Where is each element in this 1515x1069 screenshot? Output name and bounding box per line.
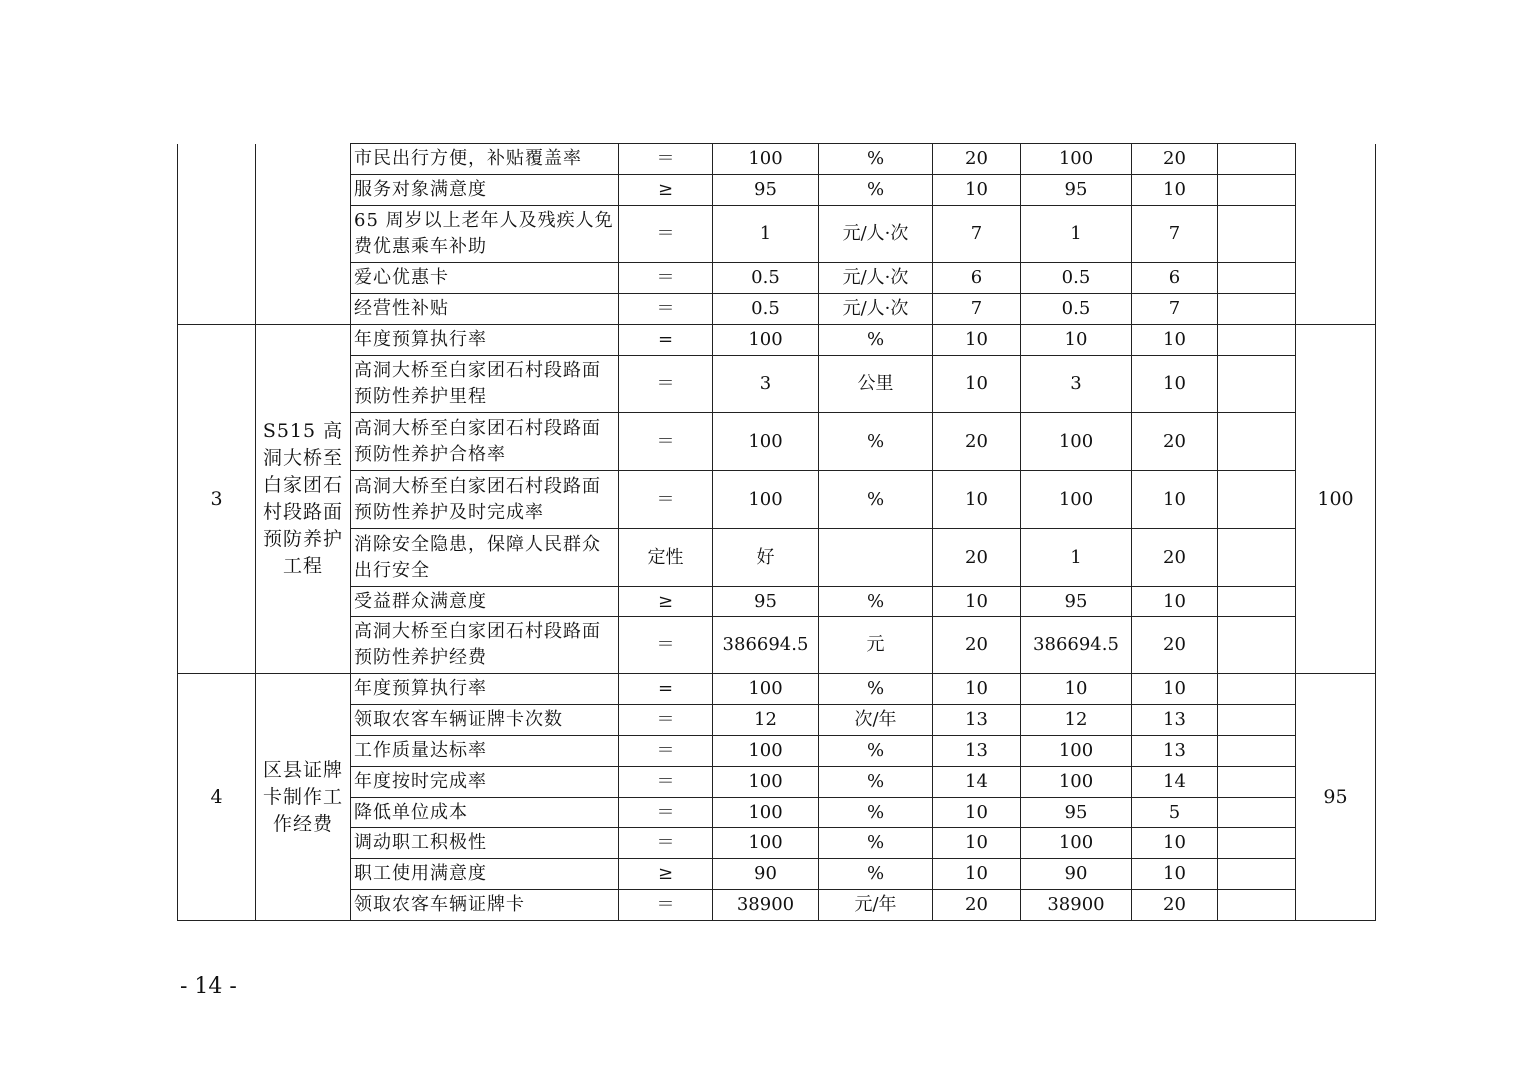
weight-cell: 6 (933, 263, 1021, 294)
table-row (178, 587, 1376, 617)
note-cell (1218, 828, 1296, 859)
table-row (178, 798, 1376, 828)
note-cell (1218, 890, 1296, 921)
performance-table (177, 143, 1376, 921)
page-number: - 14 - (180, 974, 237, 999)
operator-cell: ≥ (619, 175, 713, 206)
unit-cell: 元 (819, 617, 933, 674)
indicator-cell: 服务对象满意度 (351, 175, 619, 206)
target-value-cell: 100 (713, 674, 819, 705)
weight-cell: 10 (933, 798, 1021, 828)
operator-cell: ＝ (619, 617, 713, 674)
target-value-cell: 100 (713, 828, 819, 859)
project-number-cell: 3 (178, 325, 256, 674)
score-cell: 13 (1132, 736, 1218, 767)
unit-cell (819, 529, 933, 587)
unit-cell: % (819, 798, 933, 828)
table-row (178, 674, 1376, 705)
indicator-cell: 受益群众满意度 (351, 587, 619, 617)
target-value-cell: 12 (713, 705, 819, 736)
actual-value-cell: 386694.5 (1021, 617, 1132, 674)
score-cell: 7 (1132, 206, 1218, 263)
actual-value-cell: 100 (1021, 413, 1132, 471)
indicator-cell: 高洞大桥至白家团石村段路面预防性养护经费 (351, 617, 619, 674)
indicator-cell: 领取农客车辆证牌卡次数 (351, 705, 619, 736)
unit-cell: % (819, 144, 933, 175)
weight-cell: 20 (933, 617, 1021, 674)
note-cell (1218, 356, 1296, 413)
score-cell: 20 (1132, 529, 1218, 587)
score-cell: 10 (1132, 471, 1218, 529)
unit-cell: 公里 (819, 356, 933, 413)
table-row (178, 206, 1376, 263)
indicator-cell: 领取农客车辆证牌卡 (351, 890, 619, 921)
indicator-cell: 消除安全隐患，保障人民群众出行安全 (351, 529, 619, 587)
table-row (178, 263, 1376, 294)
weight-cell: 20 (933, 413, 1021, 471)
weight-cell: 20 (933, 529, 1021, 587)
weight-cell: 14 (933, 767, 1021, 798)
project-name-cell: 区县证牌卡制作工作经费 (256, 674, 351, 921)
note-cell (1218, 413, 1296, 471)
actual-value-cell: 3 (1021, 356, 1132, 413)
score-cell: 20 (1132, 144, 1218, 175)
actual-value-cell: 100 (1021, 736, 1132, 767)
unit-cell: % (819, 828, 933, 859)
note-cell (1218, 263, 1296, 294)
actual-value-cell: 0.5 (1021, 294, 1132, 325)
table-row (178, 736, 1376, 767)
unit-cell: % (819, 859, 933, 890)
target-value-cell: 好 (713, 529, 819, 587)
score-cell: 20 (1132, 617, 1218, 674)
indicator-cell: 65 周岁以上老年人及残疾人免费优惠乘车补助 (351, 206, 619, 263)
score-cell: 10 (1132, 587, 1218, 617)
score-cell: 10 (1132, 325, 1218, 356)
unit-cell: % (819, 767, 933, 798)
table-row (178, 144, 1376, 175)
total-score-cell: 100 (1296, 325, 1376, 674)
actual-value-cell: 100 (1021, 471, 1132, 529)
note-cell (1218, 144, 1296, 175)
actual-value-cell: 95 (1021, 798, 1132, 828)
target-value-cell: 38900 (713, 890, 819, 921)
actual-value-cell: 100 (1021, 767, 1132, 798)
score-cell: 13 (1132, 705, 1218, 736)
project-name-cell (256, 144, 351, 325)
weight-cell: 10 (933, 356, 1021, 413)
operator-cell: ＝ (619, 413, 713, 471)
table-row (178, 294, 1376, 325)
actual-value-cell: 38900 (1021, 890, 1132, 921)
unit-cell: 元/人·次 (819, 263, 933, 294)
table-row (178, 828, 1376, 859)
unit-cell: 元/人·次 (819, 206, 933, 263)
actual-value-cell: 90 (1021, 859, 1132, 890)
weight-cell: 20 (933, 144, 1021, 175)
table-row (178, 767, 1376, 798)
indicator-cell: 职工使用满意度 (351, 859, 619, 890)
score-cell: 10 (1132, 859, 1218, 890)
target-value-cell: 95 (713, 175, 819, 206)
unit-cell: % (819, 325, 933, 356)
target-value-cell: 100 (713, 798, 819, 828)
unit-cell: % (819, 175, 933, 206)
operator-cell: ＝ (619, 736, 713, 767)
note-cell (1218, 767, 1296, 798)
weight-cell: 10 (933, 587, 1021, 617)
actual-value-cell: 95 (1021, 587, 1132, 617)
operator-cell: ＝ (619, 294, 713, 325)
actual-value-cell: 0.5 (1021, 263, 1132, 294)
operator-cell: ＝ (619, 206, 713, 263)
weight-cell: 13 (933, 736, 1021, 767)
target-value-cell: 95 (713, 587, 819, 617)
score-cell: 10 (1132, 175, 1218, 206)
actual-value-cell: 1 (1021, 206, 1132, 263)
actual-value-cell: 10 (1021, 325, 1132, 356)
indicator-cell: 高洞大桥至白家团石村段路面预防性养护里程 (351, 356, 619, 413)
indicator-cell: 市民出行方便，补贴覆盖率 (351, 144, 619, 175)
weight-cell: 10 (933, 325, 1021, 356)
operator-cell: = (619, 325, 713, 356)
table-row (178, 471, 1376, 529)
note-cell (1218, 294, 1296, 325)
indicator-cell: 高洞大桥至白家团石村段路面预防性养护合格率 (351, 413, 619, 471)
unit-cell: 元/年 (819, 890, 933, 921)
target-value-cell: 100 (713, 736, 819, 767)
target-value-cell: 100 (713, 471, 819, 529)
table-row (178, 617, 1376, 674)
indicator-cell: 工作质量达标率 (351, 736, 619, 767)
actual-value-cell: 1 (1021, 529, 1132, 587)
operator-cell: ＝ (619, 767, 713, 798)
note-cell (1218, 175, 1296, 206)
weight-cell: 10 (933, 828, 1021, 859)
weight-cell: 10 (933, 674, 1021, 705)
score-cell: 5 (1132, 798, 1218, 828)
note-cell (1218, 736, 1296, 767)
project-name-cell: S515 高洞大桥至白家团石村段路面预防养护工程 (256, 325, 351, 674)
note-cell (1218, 798, 1296, 828)
operator-cell: 定性 (619, 529, 713, 587)
score-cell: 7 (1132, 294, 1218, 325)
total-score-cell (1296, 144, 1376, 325)
operator-cell: = (619, 674, 713, 705)
score-cell: 10 (1132, 674, 1218, 705)
operator-cell: ＝ (619, 798, 713, 828)
score-cell: 20 (1132, 413, 1218, 471)
indicator-cell: 年度预算执行率 (351, 325, 619, 356)
score-cell: 14 (1132, 767, 1218, 798)
weight-cell: 7 (933, 294, 1021, 325)
target-value-cell: 100 (713, 144, 819, 175)
operator-cell: ＝ (619, 144, 713, 175)
operator-cell: ＝ (619, 890, 713, 921)
score-cell: 10 (1132, 828, 1218, 859)
note-cell (1218, 617, 1296, 674)
weight-cell: 13 (933, 705, 1021, 736)
score-cell: 6 (1132, 263, 1218, 294)
target-value-cell: 0.5 (713, 294, 819, 325)
weight-cell: 10 (933, 471, 1021, 529)
table-row (178, 705, 1376, 736)
note-cell (1218, 859, 1296, 890)
indicator-cell: 降低单位成本 (351, 798, 619, 828)
indicator-cell: 年度预算执行率 (351, 674, 619, 705)
note-cell (1218, 325, 1296, 356)
table-row (178, 859, 1376, 890)
weight-cell: 10 (933, 175, 1021, 206)
unit-cell: % (819, 413, 933, 471)
note-cell (1218, 471, 1296, 529)
actual-value-cell: 10 (1021, 674, 1132, 705)
target-value-cell: 1 (713, 206, 819, 263)
target-value-cell: 90 (713, 859, 819, 890)
project-number-cell (178, 144, 256, 325)
weight-cell: 20 (933, 890, 1021, 921)
unit-cell: % (819, 471, 933, 529)
operator-cell: ≥ (619, 859, 713, 890)
score-cell: 20 (1132, 890, 1218, 921)
operator-cell: ＝ (619, 356, 713, 413)
target-value-cell: 3 (713, 356, 819, 413)
table-row (178, 356, 1376, 413)
actual-value-cell: 100 (1021, 144, 1132, 175)
operator-cell: ＝ (619, 705, 713, 736)
project-number-cell: 4 (178, 674, 256, 921)
actual-value-cell: 12 (1021, 705, 1132, 736)
table-row (178, 413, 1376, 471)
operator-cell: ＝ (619, 828, 713, 859)
note-cell (1218, 587, 1296, 617)
indicator-cell: 爱心优惠卡 (351, 263, 619, 294)
note-cell (1218, 206, 1296, 263)
actual-value-cell: 95 (1021, 175, 1132, 206)
operator-cell: ＝ (619, 471, 713, 529)
table-row (178, 325, 1376, 356)
target-value-cell: 100 (713, 413, 819, 471)
unit-cell: % (819, 736, 933, 767)
note-cell (1218, 674, 1296, 705)
unit-cell: % (819, 674, 933, 705)
table-row (178, 529, 1376, 587)
indicator-cell: 调动职工积极性 (351, 828, 619, 859)
target-value-cell: 100 (713, 325, 819, 356)
note-cell (1218, 529, 1296, 587)
weight-cell: 7 (933, 206, 1021, 263)
table-row (178, 890, 1376, 921)
unit-cell: % (819, 587, 933, 617)
operator-cell: ＝ (619, 263, 713, 294)
target-value-cell: 100 (713, 767, 819, 798)
table-row (178, 175, 1376, 206)
indicator-cell: 年度按时完成率 (351, 767, 619, 798)
weight-cell: 10 (933, 859, 1021, 890)
score-cell: 10 (1132, 356, 1218, 413)
total-score-cell: 95 (1296, 674, 1376, 921)
indicator-cell: 高洞大桥至白家团石村段路面预防性养护及时完成率 (351, 471, 619, 529)
actual-value-cell: 100 (1021, 828, 1132, 859)
operator-cell: ≥ (619, 587, 713, 617)
target-value-cell: 386694.5 (713, 617, 819, 674)
unit-cell: 次/年 (819, 705, 933, 736)
target-value-cell: 0.5 (713, 263, 819, 294)
indicator-cell: 经营性补贴 (351, 294, 619, 325)
note-cell (1218, 705, 1296, 736)
unit-cell: 元/人·次 (819, 294, 933, 325)
